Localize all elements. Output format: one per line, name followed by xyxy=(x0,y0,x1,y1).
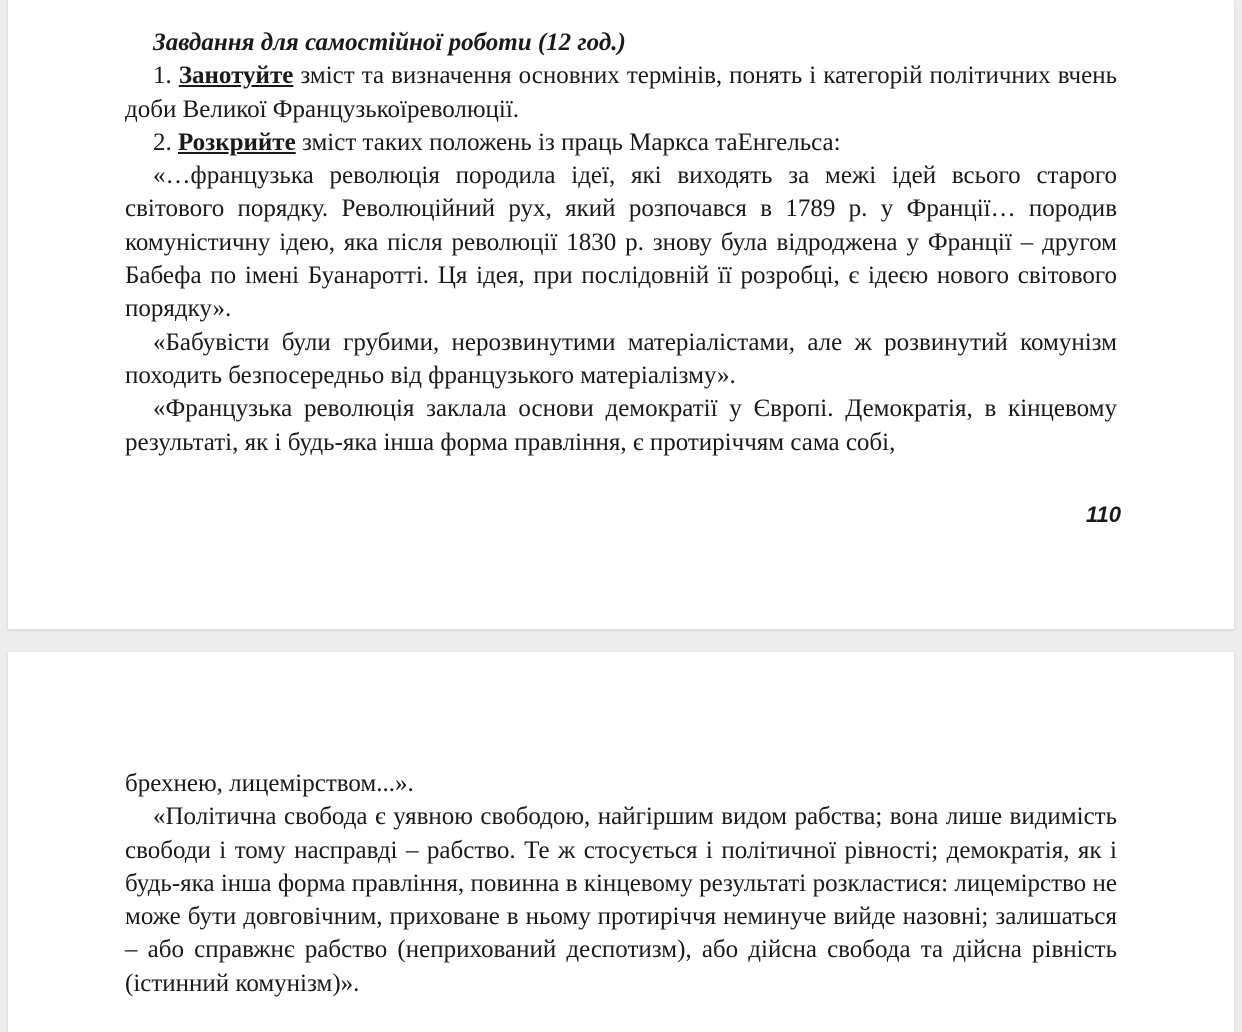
quote-paragraph-3: «Французька революція заклала основи демократії у Європі. Демократія, в кінцевому результаті, як і будь-яка інша форма правління, є протиріччям сама собі, xyxy=(125,395,1117,456)
quote-continuation: брехнею, лицемірством...». xyxy=(125,770,414,797)
page-number: 110 xyxy=(1085,502,1121,527)
quote-paragraph-4: «Політична свобода є уявною свободою, найгіршим видом рабства; вона лише видимість свободи і тому насправді – рабство. Те ж стосується і політичної рівності; демократія, як і будь-яка інша форма правління, повинна в кінцевому результаті розкластися: лицемірство не може бути довговічним, приховане в ньому протиріччя неминуче вийде назовні; залишаться – або справжнє рабство (неприхований деспотизм), або дійсна свобода та дійсна рівність (істинний комунізм)». xyxy=(125,803,1117,997)
task-2-text: зміст таких положень із праць Маркса таЕнгельса: xyxy=(295,128,841,156)
task-1-keyword: Занотуйте xyxy=(178,62,294,90)
page-2-text-block xyxy=(125,767,1117,1000)
section-heading: Завдання для самостійної роботи (12 год.) xyxy=(153,29,626,56)
document-page-1 xyxy=(8,0,1234,629)
task-1-number: 1. xyxy=(153,62,179,90)
task-2-paragraph xyxy=(125,126,1117,159)
quote-paragraph-1: «…французька революція породила ідеї, які виходять за межі ідей всього старого світового порядку. Революційний рух, який розпочався в 1789 р. у Франції… породив комуністичну ідею, яка після революції 1830 р. знову була відроджена у Франції – другом Бабефа по імені Буанаротті. Ця ідея, при послідовній її розробці, є ідеєю нового світового порядку». xyxy=(125,162,1117,323)
document-page-2 xyxy=(8,652,1234,1032)
quote-paragraph-2: «Бабувісти були грубими, нерозвинутими матеріалістами, але ж розвинутий комунізм походить безпосередньо від французького матеріалізму». xyxy=(125,328,1117,389)
task-1-paragraph xyxy=(125,59,1117,126)
page-1-text-block xyxy=(125,26,1117,459)
task-2-keyword: Розкрийте xyxy=(178,128,296,156)
task-1-text: зміст та визначення основних термінів, понять і категорій політичних вчень доби Великої Французькоїреволюції. xyxy=(125,62,1117,123)
task-2-number: 2. xyxy=(153,128,178,156)
